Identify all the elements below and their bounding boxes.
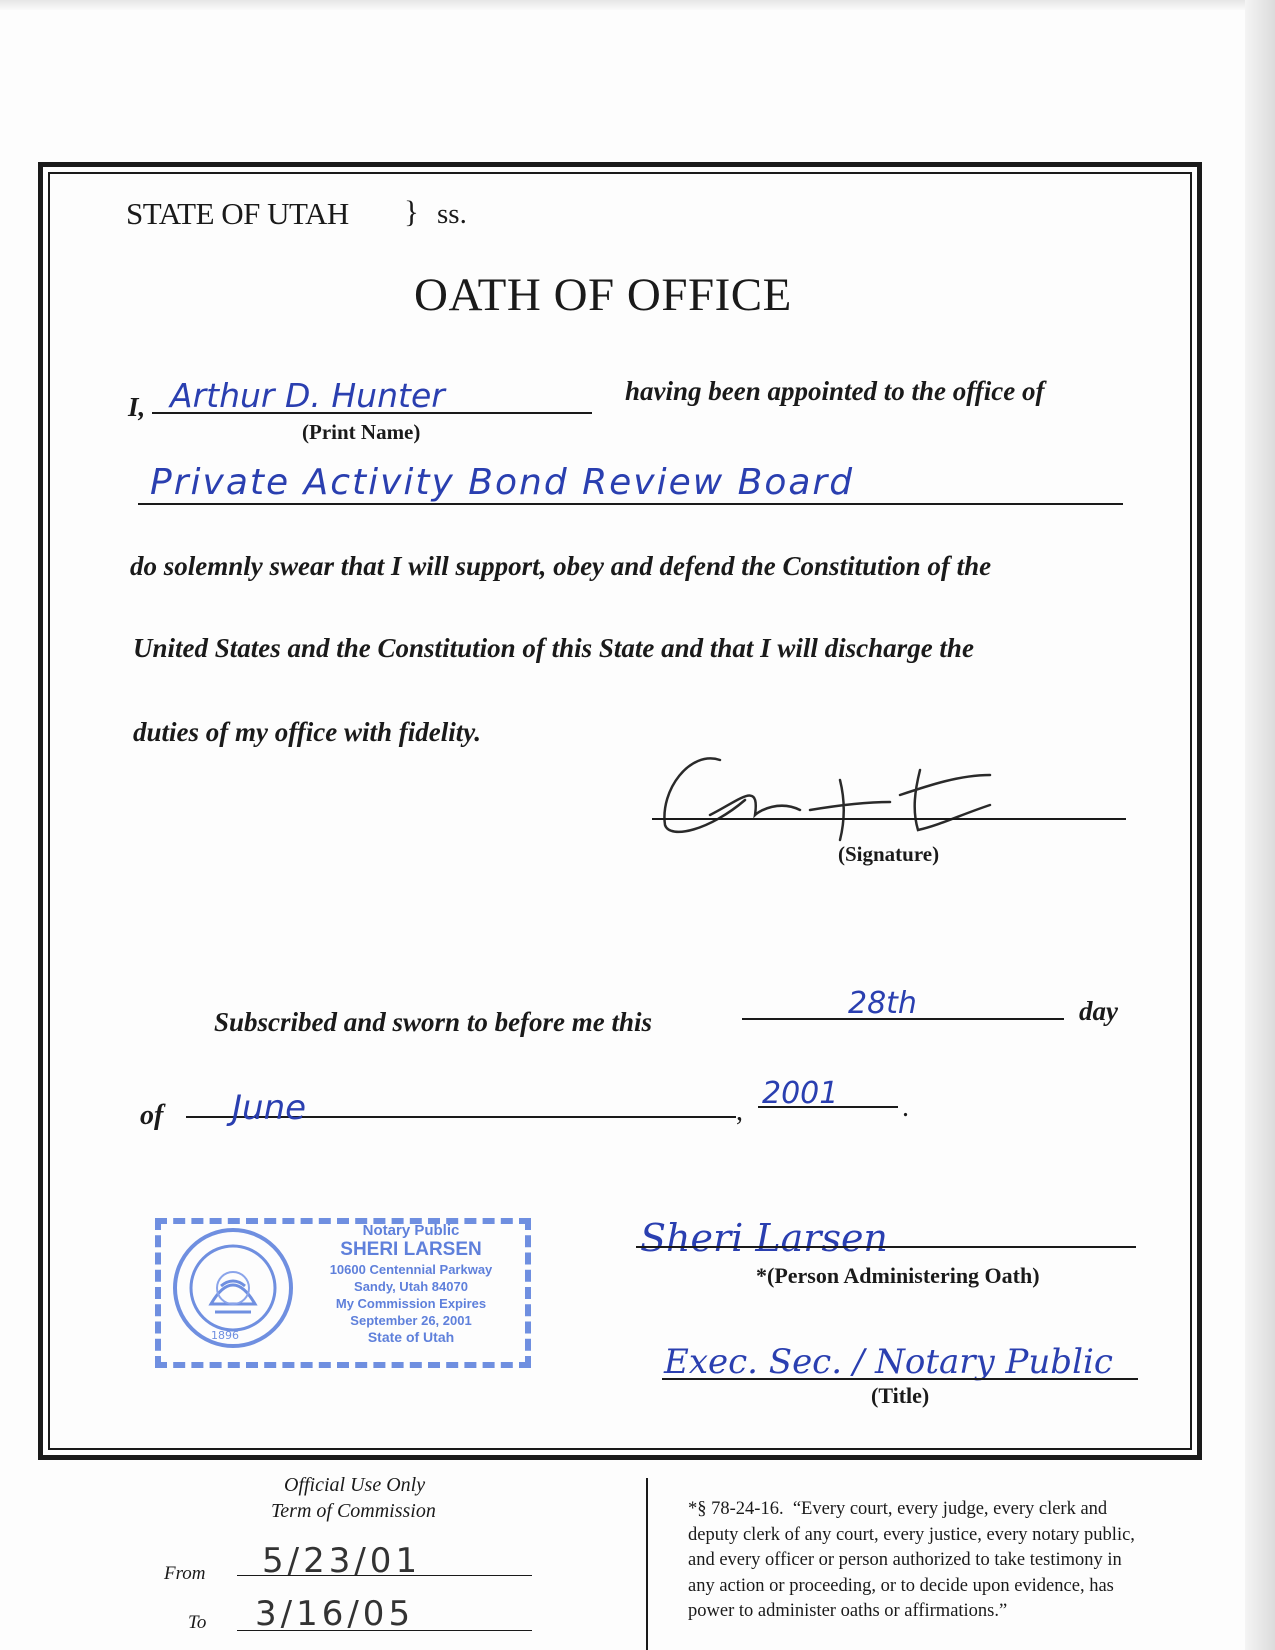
page-title: OATH OF OFFICE — [414, 269, 792, 321]
administrator-signature: Sheri Larsen — [640, 1216, 888, 1260]
title-label: (Title) — [871, 1383, 930, 1408]
day-label: day — [1079, 996, 1118, 1026]
official-use-heading: Official Use Only — [284, 1474, 426, 1496]
from-value: 5/23/01 — [262, 1541, 422, 1581]
notary-stamp — [155, 1218, 531, 1368]
footnote-line: and every officer or person authorized to take testimony in — [688, 1550, 1122, 1570]
state-heading: STATE OF UTAH — [126, 196, 349, 231]
signature-line — [652, 818, 1126, 820]
print-name-value: Arthur D. Hunter — [170, 376, 445, 415]
sworn-text: Subscribed and sworn to before me this — [214, 1007, 653, 1037]
office-line — [138, 503, 1123, 505]
month-value: June — [232, 1088, 307, 1128]
footnote-line: *§ 78-24-16. “Every court, every judge, every clerk and — [688, 1499, 1108, 1519]
appointed-text: having been appointed to the office of — [625, 376, 1045, 406]
to-label: To — [188, 1612, 207, 1633]
oath-paragraph-line-2: United States and the Constitution of this State and that I will discharge the — [133, 633, 974, 663]
administrator-label: *(Person Administering Oath) — [756, 1263, 1040, 1288]
section-divider — [646, 1478, 648, 1650]
seal-line: Notary Public — [362, 1222, 460, 1239]
title-value: Exec. Sec. / Notary Public — [664, 1342, 1113, 1382]
period-glyph: . — [902, 1092, 909, 1123]
brace-glyph: } — [404, 194, 419, 229]
footnote-line: power to administer oaths or affirmations.” — [688, 1601, 1008, 1621]
office-value: Private Activity Bond Review Board — [150, 462, 855, 503]
oath-paragraph-line-3: duties of my office with fidelity. — [133, 717, 481, 747]
seal-line: My Commission Expires — [335, 1296, 487, 1311]
print-name-label: (Print Name) — [302, 420, 421, 444]
year-value: 2001 — [762, 1076, 839, 1111]
term-of-commission-heading: Term of Commission — [271, 1500, 436, 1522]
scan-top-edge — [0, 0, 1275, 10]
footnote-line: deputy clerk of any court, every justice, every notary public, — [688, 1524, 1135, 1545]
of-label: of — [140, 1100, 164, 1131]
seal-text — [311, 1222, 511, 1346]
footnote-line: any action or proceeding, or to decide upon evidence, has — [688, 1575, 1114, 1596]
seal-line: September 26, 2001 — [350, 1313, 472, 1328]
scan-right-edge — [1245, 0, 1275, 1650]
to-value: 3/16/05 — [255, 1594, 415, 1634]
from-label: From — [164, 1563, 206, 1584]
comma-glyph: , — [736, 1096, 743, 1127]
title-line — [662, 1378, 1138, 1380]
day-value: 28th — [848, 986, 917, 1021]
signature-scribble — [650, 730, 1010, 850]
administrator-line — [636, 1246, 1136, 1248]
ss-label: ss. — [437, 198, 467, 230]
signature-label: (Signature) — [838, 842, 940, 866]
seal-line: 10600 Centennial Parkway — [329, 1262, 493, 1277]
seal-year: 1896 — [211, 1329, 239, 1342]
legal-footnote — [688, 1497, 1135, 1625]
seal-line: State of Utah — [367, 1329, 455, 1345]
oath-paragraph-line-1: do solemnly swear that I will support, obey and defend the Constitution of the — [130, 551, 992, 581]
pronoun-i: I, — [128, 392, 146, 422]
seal-line: SHERI LARSEN — [340, 1239, 482, 1260]
seal-line: Sandy, Utah 84070 — [354, 1279, 468, 1294]
